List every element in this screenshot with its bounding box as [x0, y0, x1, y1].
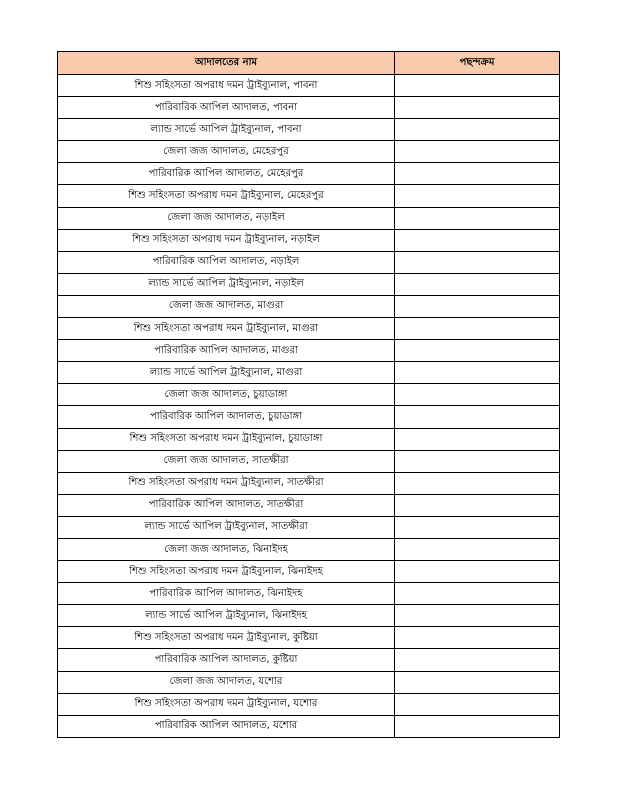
court-name-cell: ল্যান্ড সার্ভে আপিল ট্রাইব্যুনাল, নড়াইল [58, 273, 395, 295]
table-row [58, 671, 560, 693]
court-name-cell: শিশু সহিংসতা অপরাধ দমন ট্রাইব্যুনাল, নড়াইল [58, 229, 395, 251]
preference-cell[interactable] [395, 229, 560, 251]
table-row [58, 406, 560, 428]
preference-cell[interactable] [395, 693, 560, 715]
table-row [58, 141, 560, 163]
table-row [58, 715, 560, 737]
preference-cell[interactable] [395, 538, 560, 560]
court-name-cell: পারিবারিক আপিল আদালত, মাগুরা [58, 340, 395, 362]
court-name-cell: শিশু সহিংসতা অপরাধ দমন ট্রাইব্যুনাল, পাবনা [58, 75, 395, 97]
preference-cell[interactable] [395, 428, 560, 450]
preference-cell[interactable] [395, 207, 560, 229]
table-row [58, 273, 560, 295]
court-name-cell: ল্যান্ড সার্ভে আপিল ট্রাইব্যুনাল, পাবনা [58, 119, 395, 141]
court-name-cell: শিশু সহিংসতা অপরাধ দমন ট্রাইব্যুনাল, মাগুরা [58, 318, 395, 340]
preference-cell[interactable] [395, 516, 560, 538]
header-preference: পছন্দক্রম [395, 52, 560, 75]
table-row [58, 340, 560, 362]
table-row [58, 450, 560, 472]
preference-cell[interactable] [395, 163, 560, 185]
court-name-cell: পারিবারিক আপিল আদালত, নড়াইল [58, 251, 395, 273]
table-row [58, 97, 560, 119]
preference-cell[interactable] [395, 251, 560, 273]
preference-cell[interactable] [395, 75, 560, 97]
court-name-cell: পারিবারিক আপিল আদালত, পাবনা [58, 97, 395, 119]
table-row [58, 384, 560, 406]
court-name-cell: ল্যান্ড সার্ভে আপিল ট্রাইব্যুনাল, সাতক্ষীরা [58, 516, 395, 538]
court-name-cell: জেলা জজ আদালত, মেহেরপুর [58, 141, 395, 163]
table-row [58, 693, 560, 715]
preference-cell[interactable] [395, 362, 560, 384]
court-preference-table [57, 51, 560, 738]
header-court-name: আদালতের নাম [58, 52, 395, 75]
preference-cell[interactable] [395, 627, 560, 649]
court-name-cell: শিশু সহিংসতা অপরাধ দমন ট্রাইব্যুনাল, যশোর [58, 693, 395, 715]
preference-cell[interactable] [395, 472, 560, 494]
table-row [58, 163, 560, 185]
court-name-cell: জেলা জজ আদালত, যশোর [58, 671, 395, 693]
court-name-cell: ল্যান্ড সার্ভে আপিল ট্রাইব্যুনাল, মাগুরা [58, 362, 395, 384]
preference-cell[interactable] [395, 141, 560, 163]
table-row [58, 649, 560, 671]
table-row [58, 229, 560, 251]
preference-cell[interactable] [395, 605, 560, 627]
table-row [58, 207, 560, 229]
preference-cell[interactable] [395, 671, 560, 693]
court-name-cell: পারিবারিক আপিল আদালত, চুয়াডাঙ্গা [58, 406, 395, 428]
court-name-cell: শিশু সহিংসতা অপরাধ দমন ট্রাইব্যুনাল, সাতক্ষীরা [58, 472, 395, 494]
table-row [58, 318, 560, 340]
court-name-cell: শিশু সহিংসতা অপরাধ দমন ট্রাইব্যুনাল, কুষ্টিয়া [58, 627, 395, 649]
court-name-cell: জেলা জজ আদালত, মাগুরা [58, 295, 395, 317]
table-row [58, 251, 560, 273]
table-row [58, 185, 560, 207]
court-name-cell: জেলা জজ আদালত, চুয়াডাঙ্গা [58, 384, 395, 406]
table-row [58, 428, 560, 450]
court-name-cell: শিশু সহিংসতা অপরাধ দমন ট্রাইব্যুনাল, ঝিনাইদহ [58, 561, 395, 583]
court-name-cell: পারিবারিক আপিল আদালত, কুষ্টিয়া [58, 649, 395, 671]
court-name-cell: পারিবারিক আপিল আদালত, ঝিনাইদহ [58, 583, 395, 605]
preference-cell[interactable] [395, 715, 560, 737]
table-row [58, 362, 560, 384]
preference-cell[interactable] [395, 450, 560, 472]
table-row [58, 627, 560, 649]
court-name-cell: জেলা জজ আদালত, ঝিনাইদহ [58, 538, 395, 560]
preference-cell[interactable] [395, 583, 560, 605]
table-row [58, 538, 560, 560]
table-body [58, 75, 560, 738]
preference-cell[interactable] [395, 649, 560, 671]
court-name-cell: শিশু সহিংসতা অপরাধ দমন ট্রাইব্যুনাল, চুয়াডাঙ্গা [58, 428, 395, 450]
court-name-cell: জেলা জজ আদালত, নড়াইল [58, 207, 395, 229]
preference-cell[interactable] [395, 318, 560, 340]
preference-cell[interactable] [395, 340, 560, 362]
preference-cell[interactable] [395, 295, 560, 317]
preference-cell[interactable] [395, 273, 560, 295]
table-row [58, 494, 560, 516]
table-row [58, 561, 560, 583]
table-row [58, 295, 560, 317]
court-name-cell: ল্যান্ড সার্ভে আপিল ট্রাইব্যুনাল, ঝিনাইদহ [58, 605, 395, 627]
table-row [58, 516, 560, 538]
preference-cell[interactable] [395, 119, 560, 141]
table-header-row [58, 52, 560, 75]
court-name-cell: পারিবারিক আপিল আদালত, সাতক্ষীরা [58, 494, 395, 516]
preference-cell[interactable] [395, 185, 560, 207]
preference-cell[interactable] [395, 97, 560, 119]
court-name-cell: শিশু সহিংসতা অপরাধ দমন ট্রাইব্যুনাল, মেহেরপুর [58, 185, 395, 207]
preference-cell[interactable] [395, 384, 560, 406]
preference-cell[interactable] [395, 494, 560, 516]
table-row [58, 472, 560, 494]
table-row [58, 605, 560, 627]
preference-cell[interactable] [395, 406, 560, 428]
court-name-cell: পারিবারিক আপিল আদালত, মেহেরপুর [58, 163, 395, 185]
court-name-cell: পারিবারিক আপিল আদালত, যশোর [58, 715, 395, 737]
preference-cell[interactable] [395, 561, 560, 583]
court-name-cell: জেলা জজ আদালত, সাতক্ষীরা [58, 450, 395, 472]
table-row [58, 119, 560, 141]
table-row [58, 583, 560, 605]
table-row [58, 75, 560, 97]
